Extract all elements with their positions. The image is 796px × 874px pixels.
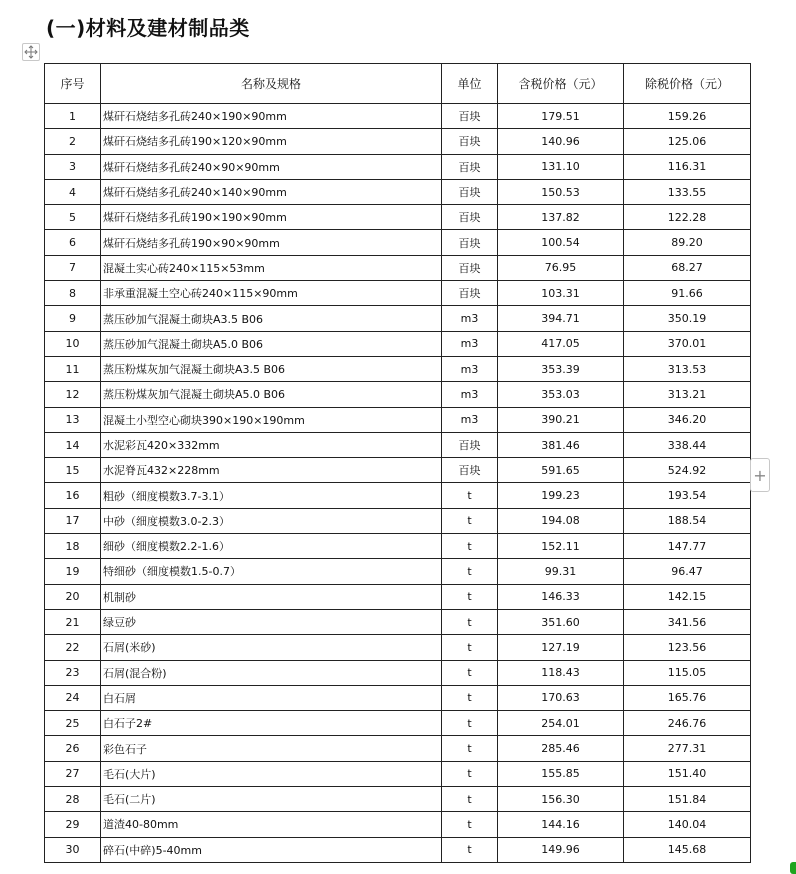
cell-price-tax: 149.96 bbox=[498, 837, 624, 862]
cell-price-tax: 103.31 bbox=[498, 281, 624, 306]
cell-unit: 百块 bbox=[442, 154, 498, 179]
cell-no: 1 bbox=[45, 104, 101, 129]
cell-no: 25 bbox=[45, 711, 101, 736]
cell-unit: m3 bbox=[442, 306, 498, 331]
cell-name: 白石屑 bbox=[101, 685, 442, 710]
header-price-tax: 含税价格（元） bbox=[498, 64, 624, 104]
cell-unit: t bbox=[442, 660, 498, 685]
cell-price-tax: 100.54 bbox=[498, 230, 624, 255]
table-row bbox=[45, 306, 751, 331]
cell-no: 19 bbox=[45, 559, 101, 584]
cell-unit: t bbox=[442, 635, 498, 660]
cell-price-notax: 277.31 bbox=[624, 736, 751, 761]
cell-unit: 百块 bbox=[442, 179, 498, 204]
cell-name: 道渣40-80mm bbox=[101, 812, 442, 837]
cell-no: 16 bbox=[45, 483, 101, 508]
cell-name: 混凝土实心砖240×115×53mm bbox=[101, 255, 442, 280]
cell-price-notax: 151.40 bbox=[624, 761, 751, 786]
cell-name: 特细砂（细度模数1.5-0.7） bbox=[101, 559, 442, 584]
cell-price-tax: 353.39 bbox=[498, 356, 624, 381]
cell-name: 煤矸石烧结多孔砖190×90×90mm bbox=[101, 230, 442, 255]
cell-price-tax: 144.16 bbox=[498, 812, 624, 837]
table-move-handle[interactable] bbox=[22, 43, 40, 61]
table-row bbox=[45, 761, 751, 786]
table-row bbox=[45, 609, 751, 634]
cell-price-tax: 99.31 bbox=[498, 559, 624, 584]
cell-unit: 百块 bbox=[442, 458, 498, 483]
cell-price-tax: 156.30 bbox=[498, 787, 624, 812]
cell-price-notax: 147.77 bbox=[624, 534, 751, 559]
cell-name: 非承重混凝土空心砖240×115×90mm bbox=[101, 281, 442, 306]
cell-price-tax: 591.65 bbox=[498, 458, 624, 483]
cell-no: 4 bbox=[45, 179, 101, 204]
cell-no: 8 bbox=[45, 281, 101, 306]
cell-unit: t bbox=[442, 534, 498, 559]
cell-unit: 百块 bbox=[442, 230, 498, 255]
table-row bbox=[45, 483, 751, 508]
cell-price-tax: 155.85 bbox=[498, 761, 624, 786]
table-row bbox=[45, 205, 751, 230]
cell-unit: t bbox=[442, 837, 498, 862]
plus-icon: + bbox=[753, 465, 767, 485]
table-row bbox=[45, 508, 751, 533]
cell-price-tax: 146.33 bbox=[498, 584, 624, 609]
cell-price-notax: 115.05 bbox=[624, 660, 751, 685]
cell-name: 细砂（细度模数2.2-1.6） bbox=[101, 534, 442, 559]
cell-no: 9 bbox=[45, 306, 101, 331]
cell-name: 石屑(混合粉) bbox=[101, 660, 442, 685]
cell-name: 蒸压粉煤灰加气混凝土砌块A5.0 B06 bbox=[101, 382, 442, 407]
table-row bbox=[45, 660, 751, 685]
cell-price-tax: 351.60 bbox=[498, 609, 624, 634]
cell-price-tax: 390.21 bbox=[498, 407, 624, 432]
move-icon bbox=[24, 45, 38, 59]
cell-price-tax: 394.71 bbox=[498, 306, 624, 331]
cell-price-tax: 152.11 bbox=[498, 534, 624, 559]
table-row bbox=[45, 534, 751, 559]
header-no: 序号 bbox=[45, 64, 101, 104]
cell-price-tax: 118.43 bbox=[498, 660, 624, 685]
cell-unit: t bbox=[442, 584, 498, 609]
cell-name: 水泥彩瓦420×332mm bbox=[101, 432, 442, 457]
table-row bbox=[45, 281, 751, 306]
edge-marker bbox=[790, 862, 796, 874]
cell-name: 蒸压砂加气混凝土砌块A5.0 B06 bbox=[101, 331, 442, 356]
table-row bbox=[45, 711, 751, 736]
table-row bbox=[45, 129, 751, 154]
cell-name: 煤矸石烧结多孔砖240×90×90mm bbox=[101, 154, 442, 179]
cell-price-tax: 194.08 bbox=[498, 508, 624, 533]
table-row bbox=[45, 104, 751, 129]
cell-no: 15 bbox=[45, 458, 101, 483]
cell-price-tax: 137.82 bbox=[498, 205, 624, 230]
cell-price-notax: 165.76 bbox=[624, 685, 751, 710]
cell-unit: 百块 bbox=[442, 205, 498, 230]
cell-no: 2 bbox=[45, 129, 101, 154]
cell-price-notax: 133.55 bbox=[624, 179, 751, 204]
cell-price-notax: 193.54 bbox=[624, 483, 751, 508]
cell-name: 混凝土小型空心砌块390×190×190mm bbox=[101, 407, 442, 432]
cell-unit: t bbox=[442, 508, 498, 533]
cell-price-notax: 91.66 bbox=[624, 281, 751, 306]
cell-unit: m3 bbox=[442, 356, 498, 381]
cell-price-tax: 199.23 bbox=[498, 483, 624, 508]
table-row bbox=[45, 331, 751, 356]
cell-unit: t bbox=[442, 812, 498, 837]
cell-name: 机制砂 bbox=[101, 584, 442, 609]
cell-price-notax: 313.53 bbox=[624, 356, 751, 381]
cell-unit: m3 bbox=[442, 382, 498, 407]
cell-unit: t bbox=[442, 761, 498, 786]
cell-price-notax: 524.92 bbox=[624, 458, 751, 483]
cell-price-notax: 145.68 bbox=[624, 837, 751, 862]
cell-unit: 百块 bbox=[442, 281, 498, 306]
cell-name: 绿豆砂 bbox=[101, 609, 442, 634]
cell-price-tax: 381.46 bbox=[498, 432, 624, 457]
cell-price-tax: 131.10 bbox=[498, 154, 624, 179]
cell-price-notax: 89.20 bbox=[624, 230, 751, 255]
cell-name: 毛石(大片) bbox=[101, 761, 442, 786]
cell-name: 石屑(米砂) bbox=[101, 635, 442, 660]
cell-price-tax: 150.53 bbox=[498, 179, 624, 204]
cell-no: 17 bbox=[45, 508, 101, 533]
table-row bbox=[45, 736, 751, 761]
cell-no: 30 bbox=[45, 837, 101, 862]
cell-price-tax: 353.03 bbox=[498, 382, 624, 407]
cell-unit: t bbox=[442, 483, 498, 508]
cell-no: 26 bbox=[45, 736, 101, 761]
cell-price-notax: 125.06 bbox=[624, 129, 751, 154]
cell-unit: 百块 bbox=[442, 104, 498, 129]
table-row bbox=[45, 458, 751, 483]
cell-no: 5 bbox=[45, 205, 101, 230]
cell-price-notax: 140.04 bbox=[624, 812, 751, 837]
cell-unit: t bbox=[442, 736, 498, 761]
cell-no: 13 bbox=[45, 407, 101, 432]
cell-name: 碎石(中碎)5-40mm bbox=[101, 837, 442, 862]
section-title: (一)材料及建材制品类 bbox=[46, 16, 250, 40]
table-row bbox=[45, 179, 751, 204]
cell-unit: t bbox=[442, 711, 498, 736]
cell-price-tax: 76.95 bbox=[498, 255, 624, 280]
cell-name: 蒸压粉煤灰加气混凝土砌块A3.5 B06 bbox=[101, 356, 442, 381]
cell-price-notax: 151.84 bbox=[624, 787, 751, 812]
table-row bbox=[45, 787, 751, 812]
cell-name: 白石子2# bbox=[101, 711, 442, 736]
cell-price-notax: 123.56 bbox=[624, 635, 751, 660]
cell-no: 14 bbox=[45, 432, 101, 457]
table-row bbox=[45, 154, 751, 179]
cell-no: 28 bbox=[45, 787, 101, 812]
table-row bbox=[45, 230, 751, 255]
table-row bbox=[45, 407, 751, 432]
cell-name: 煤矸石烧结多孔砖240×190×90mm bbox=[101, 104, 442, 129]
header-unit: 单位 bbox=[442, 64, 498, 104]
cell-price-notax: 346.20 bbox=[624, 407, 751, 432]
cell-price-notax: 341.56 bbox=[624, 609, 751, 634]
cell-no: 7 bbox=[45, 255, 101, 280]
cell-price-tax: 254.01 bbox=[498, 711, 624, 736]
cell-unit: t bbox=[442, 559, 498, 584]
cell-no: 6 bbox=[45, 230, 101, 255]
cell-unit: m3 bbox=[442, 407, 498, 432]
cell-name: 毛石(二片) bbox=[101, 787, 442, 812]
header-name: 名称及规格 bbox=[101, 64, 442, 104]
cell-name: 中砂（细度模数3.0-2.3） bbox=[101, 508, 442, 533]
cell-name: 水泥脊瓦432×228mm bbox=[101, 458, 442, 483]
cell-name: 蒸压砂加气混凝土砌块A3.5 B06 bbox=[101, 306, 442, 331]
table-row bbox=[45, 812, 751, 837]
cell-unit: 百块 bbox=[442, 432, 498, 457]
cell-no: 18 bbox=[45, 534, 101, 559]
cell-unit: 百块 bbox=[442, 255, 498, 280]
cell-unit: t bbox=[442, 685, 498, 710]
table-row bbox=[45, 837, 751, 862]
cell-name: 煤矸石烧结多孔砖240×140×90mm bbox=[101, 179, 442, 204]
table-row bbox=[45, 255, 751, 280]
table-row bbox=[45, 432, 751, 457]
cell-no: 12 bbox=[45, 382, 101, 407]
table-row bbox=[45, 382, 751, 407]
cell-name: 煤矸石烧结多孔砖190×190×90mm bbox=[101, 205, 442, 230]
cell-name: 粗砂（细度模数3.7-3.1） bbox=[101, 483, 442, 508]
cell-price-notax: 350.19 bbox=[624, 306, 751, 331]
table-header-row bbox=[45, 64, 751, 104]
table-row bbox=[45, 635, 751, 660]
cell-price-notax: 188.54 bbox=[624, 508, 751, 533]
cell-no: 22 bbox=[45, 635, 101, 660]
cell-no: 29 bbox=[45, 812, 101, 837]
cell-unit: m3 bbox=[442, 331, 498, 356]
cell-unit: t bbox=[442, 609, 498, 634]
price-table bbox=[44, 63, 751, 863]
cell-price-notax: 370.01 bbox=[624, 331, 751, 356]
cell-price-notax: 246.76 bbox=[624, 711, 751, 736]
cell-no: 21 bbox=[45, 609, 101, 634]
cell-price-notax: 338.44 bbox=[624, 432, 751, 457]
cell-no: 20 bbox=[45, 584, 101, 609]
cell-no: 23 bbox=[45, 660, 101, 685]
table-row bbox=[45, 685, 751, 710]
cell-unit: 百块 bbox=[442, 129, 498, 154]
cell-no: 24 bbox=[45, 685, 101, 710]
cell-price-notax: 116.31 bbox=[624, 154, 751, 179]
table-row bbox=[45, 356, 751, 381]
cell-no: 27 bbox=[45, 761, 101, 786]
cell-price-tax: 179.51 bbox=[498, 104, 624, 129]
cell-price-tax: 170.63 bbox=[498, 685, 624, 710]
add-column-button[interactable] bbox=[750, 458, 770, 492]
cell-no: 3 bbox=[45, 154, 101, 179]
cell-name: 彩色石子 bbox=[101, 736, 442, 761]
cell-price-tax: 417.05 bbox=[498, 331, 624, 356]
cell-price-notax: 122.28 bbox=[624, 205, 751, 230]
cell-price-notax: 96.47 bbox=[624, 559, 751, 584]
cell-name: 煤矸石烧结多孔砖190×120×90mm bbox=[101, 129, 442, 154]
cell-price-notax: 142.15 bbox=[624, 584, 751, 609]
cell-price-notax: 68.27 bbox=[624, 255, 751, 280]
cell-unit: t bbox=[442, 787, 498, 812]
cell-price-tax: 285.46 bbox=[498, 736, 624, 761]
cell-price-tax: 140.96 bbox=[498, 129, 624, 154]
cell-price-notax: 159.26 bbox=[624, 104, 751, 129]
cell-price-tax: 127.19 bbox=[498, 635, 624, 660]
table-row bbox=[45, 584, 751, 609]
header-price-notax: 除税价格（元） bbox=[624, 64, 751, 104]
cell-price-notax: 313.21 bbox=[624, 382, 751, 407]
cell-no: 11 bbox=[45, 356, 101, 381]
cell-no: 10 bbox=[45, 331, 101, 356]
table-row bbox=[45, 559, 751, 584]
